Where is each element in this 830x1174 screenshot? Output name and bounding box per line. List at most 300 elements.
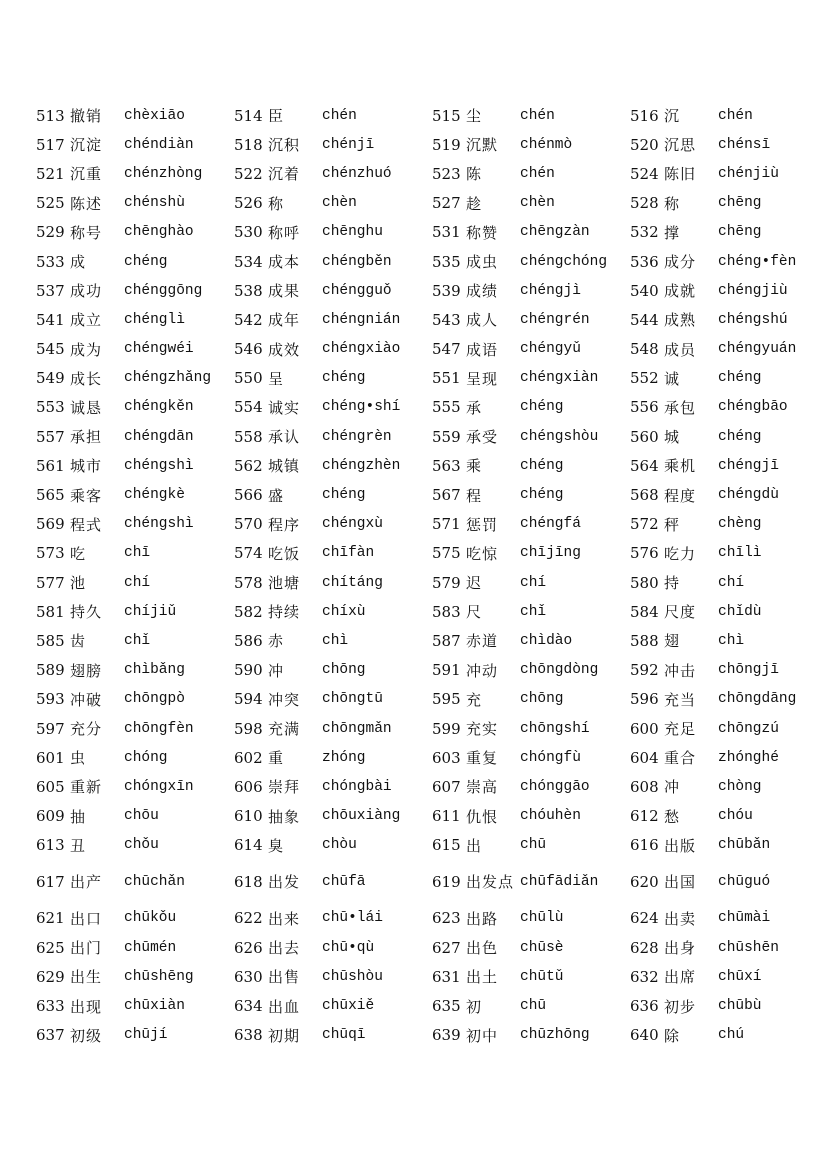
entry-number: 557 [36, 427, 65, 446]
entry-number: 570 [234, 515, 263, 534]
entry-pinyin: chū [520, 837, 547, 854]
entry-word: 称 [664, 194, 681, 213]
entry-word: 程度 [664, 486, 697, 505]
entry-word: 初 [466, 997, 483, 1016]
entry-word: 趁 [466, 194, 483, 213]
entry-word: 除 [664, 1026, 681, 1045]
entry-number: 636 [630, 997, 659, 1016]
entry-number: 513 [36, 106, 65, 125]
entry-number: 531 [432, 223, 461, 242]
entry-pinyin: chūbù [718, 998, 762, 1015]
entry-word: 沉积 [268, 136, 301, 155]
entry-word: 出国 [664, 873, 697, 892]
entry-word: 成员 [664, 340, 697, 359]
entry-word: 程 [466, 486, 483, 505]
table-row [36, 480, 828, 509]
entry-number: 595 [432, 690, 461, 709]
entry-pinyin: chéngzhèn [322, 457, 401, 474]
entry-pinyin: chénmò [520, 136, 573, 153]
entry-pinyin: chūlù [520, 910, 564, 927]
entry-word: 出色 [466, 939, 499, 958]
entry-word: 充分 [70, 720, 103, 739]
entry-number: 581 [36, 602, 65, 621]
entry-pinyin: chéngbāo [718, 399, 788, 416]
entry-number: 637 [36, 1026, 65, 1045]
entry-word: 仇恨 [466, 807, 499, 826]
table-row [36, 962, 828, 991]
entry-pinyin: chéngjì [520, 282, 581, 299]
entry-number: 584 [630, 602, 659, 621]
table-row [36, 904, 828, 933]
entry-number: 525 [36, 194, 65, 213]
entry-number: 593 [36, 690, 65, 709]
entry-word: 称 [268, 194, 285, 213]
entry-word: 沉 [664, 107, 681, 126]
entry-number: 554 [234, 398, 263, 417]
entry-word: 尺 [466, 603, 483, 622]
entry-word: 沉淀 [70, 136, 103, 155]
entry-pinyin: chéng•fèn [718, 253, 797, 270]
entry-pinyin: chéngdān [124, 428, 194, 445]
entry-number: 615 [432, 836, 461, 855]
entry-pinyin: chōngmǎn [322, 720, 392, 737]
entry-word: 吃饭 [268, 544, 301, 563]
entry-word: 成绩 [466, 282, 499, 301]
entry-number: 575 [432, 544, 461, 563]
entry-pinyin: chéngyǔ [520, 341, 581, 358]
entry-number: 603 [432, 748, 461, 767]
entry-pinyin: chōngdòng [520, 662, 599, 679]
entry-number: 631 [432, 967, 461, 986]
entry-number: 589 [36, 661, 65, 680]
entry-number: 602 [234, 748, 263, 767]
entry-pinyin: chéngxiàn [520, 370, 599, 387]
entry-word: 诚实 [268, 398, 301, 417]
entry-pinyin: chénzhuó [322, 165, 392, 182]
entry-word: 虫 [70, 749, 87, 768]
entry-number: 616 [630, 836, 659, 855]
entry-pinyin: chūxiàn [124, 998, 185, 1015]
entry-pinyin: chíjiǔ [124, 603, 177, 620]
entry-word: 充实 [466, 720, 499, 739]
entry-number: 528 [630, 194, 659, 213]
entry-number: 532 [630, 223, 659, 242]
entry-pinyin: chōng [322, 662, 366, 679]
entry-number: 533 [36, 252, 65, 271]
entry-pinyin: chōngshí [520, 720, 590, 737]
entry-number: 601 [36, 748, 65, 767]
entry-word: 沉默 [466, 136, 499, 155]
entry-number: 639 [432, 1026, 461, 1045]
entry-number: 626 [234, 938, 263, 957]
entry-pinyin: chūshòu [322, 968, 383, 985]
entry-number: 640 [630, 1026, 659, 1045]
entry-word: 程序 [268, 515, 301, 534]
entry-number: 638 [234, 1026, 263, 1045]
entry-number: 526 [234, 194, 263, 213]
entry-number: 599 [432, 719, 461, 738]
entry-number: 613 [36, 836, 65, 855]
entry-pinyin: chí [124, 574, 151, 591]
entry-pinyin: chūbǎn [718, 837, 771, 854]
entry-number: 630 [234, 967, 263, 986]
entry-word: 持 [664, 574, 681, 593]
entry-pinyin: chénjī [322, 136, 375, 153]
entry-pinyin: chìdào [520, 632, 573, 649]
entry-word: 出售 [268, 968, 301, 987]
entry-word: 城 [664, 428, 681, 447]
entry-word: 城镇 [268, 457, 301, 476]
entry-pinyin: chèxiāo [124, 107, 185, 124]
vocabulary-table [36, 101, 828, 1050]
entry-number: 617 [36, 872, 65, 891]
entry-number: 569 [36, 515, 65, 534]
entry-pinyin: chén [520, 165, 555, 182]
entry-pinyin: chōngzú [718, 720, 779, 737]
entry-pinyin: chūshēn [718, 939, 779, 956]
entry-pinyin: chōngpò [124, 691, 185, 708]
entry-word: 成长 [70, 369, 103, 388]
entry-number: 515 [432, 106, 461, 125]
entry-word: 赤道 [466, 632, 499, 651]
entry-pinyin: chūqī [322, 1027, 366, 1044]
entry-pinyin: chóng [124, 749, 168, 766]
entry-pinyin: chéngjī [718, 457, 779, 474]
table-row [36, 568, 828, 597]
entry-pinyin: chōu [124, 808, 159, 825]
entry-number: 543 [432, 310, 461, 329]
entry-word: 愁 [664, 807, 681, 826]
entry-pinyin: chén [322, 107, 357, 124]
entry-pinyin: chéng•shí [322, 399, 401, 416]
entry-word: 出产 [70, 873, 103, 892]
entry-word: 冲突 [268, 690, 301, 709]
entry-number: 571 [432, 515, 461, 534]
entry-word: 初级 [70, 1026, 103, 1045]
entry-word: 出生 [70, 968, 103, 987]
entry-word: 乘机 [664, 457, 697, 476]
table-row [36, 933, 828, 962]
entry-number: 536 [630, 252, 659, 271]
entry-pinyin: chéngjiù [718, 282, 788, 299]
entry-word: 冲 [268, 661, 285, 680]
entry-word: 尘 [466, 107, 483, 126]
entry-pinyin: chéngyuán [718, 341, 797, 358]
entry-pinyin: chūfā [322, 873, 366, 890]
entry-number: 521 [36, 164, 65, 183]
entry-number: 580 [630, 573, 659, 592]
entry-number: 542 [234, 310, 263, 329]
entry-number: 585 [36, 631, 65, 650]
entry-word: 成语 [466, 340, 499, 359]
entry-pinyin: chítáng [322, 574, 383, 591]
entry-word: 崇高 [466, 778, 499, 797]
entry-number: 520 [630, 135, 659, 154]
entry-pinyin: chì [718, 632, 745, 649]
entry-number: 629 [36, 967, 65, 986]
entry-pinyin: chījīng [520, 545, 581, 562]
entry-pinyin: chú [718, 1027, 745, 1044]
entry-pinyin: chéngnián [322, 311, 401, 328]
entry-word: 出去 [268, 939, 301, 958]
entry-pinyin: chòu [322, 837, 357, 854]
entry-pinyin: chèn [520, 195, 555, 212]
entry-word: 承受 [466, 428, 499, 447]
entry-pinyin: chū•qù [322, 939, 375, 956]
entry-word: 出卖 [664, 909, 697, 928]
table-row [36, 831, 828, 860]
table-row [36, 393, 828, 422]
entry-number: 573 [36, 544, 65, 563]
entry-number: 561 [36, 456, 65, 475]
entry-word: 沉思 [664, 136, 697, 155]
entry-number: 545 [36, 340, 65, 359]
entry-pinyin: chénglì [124, 311, 185, 328]
entry-word: 成熟 [664, 311, 697, 330]
entry-pinyin: chǒu [124, 837, 159, 854]
entry-number: 516 [630, 106, 659, 125]
entry-pinyin: chēng [718, 224, 762, 241]
entry-pinyin: chéng [718, 428, 762, 445]
table-row [36, 189, 828, 218]
entry-word: 池 [70, 574, 87, 593]
entry-pinyin: chūchǎn [124, 873, 185, 890]
entry-word: 程式 [70, 515, 103, 534]
entry-pinyin: chōngjī [718, 662, 779, 679]
entry-pinyin: chǐ [520, 603, 547, 620]
entry-word: 冲破 [70, 690, 103, 709]
entry-pinyin: chéng [124, 253, 168, 270]
table-row [36, 247, 828, 276]
entry-number: 607 [432, 777, 461, 796]
entry-pinyin: chéngkè [124, 487, 185, 504]
entry-number: 586 [234, 631, 263, 650]
entry-word: 抽象 [268, 807, 301, 826]
entry-pinyin: chūmài [718, 910, 771, 927]
entry-word: 承 [466, 398, 483, 417]
entry-word: 充满 [268, 720, 301, 739]
entry-number: 604 [630, 748, 659, 767]
entry-pinyin: chūzhōng [520, 1027, 590, 1044]
entry-number: 592 [630, 661, 659, 680]
entry-pinyin: chóngxīn [124, 778, 194, 795]
entry-pinyin: chéngwéi [124, 341, 194, 358]
entry-word: 抽 [70, 807, 87, 826]
entry-pinyin: chìbǎng [124, 662, 185, 679]
entry-pinyin: chóngfù [520, 749, 581, 766]
entry-number: 552 [630, 369, 659, 388]
entry-pinyin: chénggōng [124, 282, 203, 299]
entry-word: 出版 [664, 836, 697, 855]
entry-word: 成人 [466, 311, 499, 330]
entry-pinyin: chì [322, 632, 349, 649]
entry-pinyin: chéngshì [124, 457, 194, 474]
entry-number: 566 [234, 486, 263, 505]
entry-pinyin: zhónghé [718, 749, 779, 766]
entry-pinyin: chīfàn [322, 545, 375, 562]
table-row [36, 743, 828, 772]
entry-word: 撤销 [70, 107, 103, 126]
entry-number: 624 [630, 909, 659, 928]
entry-pinyin: chīlì [718, 545, 762, 562]
entry-number: 582 [234, 602, 263, 621]
entry-number: 530 [234, 223, 263, 242]
entry-word: 冲击 [664, 661, 697, 680]
entry-word: 承认 [268, 428, 301, 447]
entry-number: 549 [36, 369, 65, 388]
entry-pinyin: chéngzhǎng [124, 370, 212, 387]
entry-word: 盛 [268, 486, 285, 505]
entry-number: 618 [234, 872, 263, 891]
entry-number: 579 [432, 573, 461, 592]
entry-number: 621 [36, 909, 65, 928]
entry-word: 初步 [664, 997, 697, 1016]
entry-word: 诚恳 [70, 398, 103, 417]
entry-pinyin: chí [520, 574, 547, 591]
table-row [36, 510, 828, 539]
entry-pinyin: chóu [718, 808, 753, 825]
entry-word: 池塘 [268, 574, 301, 593]
entry-number: 574 [234, 544, 263, 563]
entry-word: 秤 [664, 515, 681, 534]
entry-pinyin: chéng [520, 487, 564, 504]
entry-number: 548 [630, 340, 659, 359]
entry-number: 598 [234, 719, 263, 738]
entry-number: 594 [234, 690, 263, 709]
entry-pinyin: chūsè [520, 939, 564, 956]
entry-pinyin: chū•lái [322, 910, 383, 927]
table-row [36, 656, 828, 685]
entry-pinyin: chéng [520, 399, 564, 416]
entry-word: 初中 [466, 1026, 499, 1045]
entry-word: 出发点 [466, 872, 515, 891]
entry-word: 成就 [664, 282, 697, 301]
entry-pinyin: chéngdù [718, 487, 779, 504]
entry-number: 605 [36, 777, 65, 796]
entry-pinyin: chūmén [124, 939, 177, 956]
entry-number: 524 [630, 164, 659, 183]
entry-number: 527 [432, 194, 461, 213]
entry-word: 臭 [268, 836, 285, 855]
entry-word: 惩罚 [466, 515, 499, 534]
entry-pinyin: chūjí [124, 1027, 168, 1044]
entry-number: 612 [630, 807, 659, 826]
entry-pinyin: chū [520, 998, 547, 1015]
entry-number: 555 [432, 398, 461, 417]
entry-pinyin: chēnghu [322, 224, 383, 241]
entry-word: 持久 [70, 603, 103, 622]
entry-pinyin: chéngshì [124, 516, 194, 533]
entry-pinyin: chūkǒu [124, 910, 177, 927]
entry-word: 承包 [664, 398, 697, 417]
entry-pinyin: zhóng [322, 749, 366, 766]
entry-number: 610 [234, 807, 263, 826]
entry-pinyin: chéngshú [718, 311, 788, 328]
entry-pinyin: chéngshòu [520, 428, 599, 445]
entry-word: 成为 [70, 340, 103, 359]
entry-pinyin: chǐdù [718, 603, 762, 620]
entry-pinyin: chén [520, 107, 555, 124]
entry-word: 陈旧 [664, 165, 697, 184]
entry-number: 597 [36, 719, 65, 738]
entry-pinyin: chéng [718, 370, 762, 387]
entry-number: 537 [36, 281, 65, 300]
entry-pinyin: chōngtū [322, 691, 383, 708]
entry-number: 625 [36, 938, 65, 957]
entry-pinyin: chóuhèn [520, 808, 581, 825]
entry-word: 出口 [70, 909, 103, 928]
entry-word: 成分 [664, 253, 697, 272]
entry-word: 吃力 [664, 544, 697, 563]
entry-word: 成年 [268, 311, 301, 330]
table-row [36, 597, 828, 626]
entry-number: 556 [630, 398, 659, 417]
entry-word: 重新 [70, 778, 103, 797]
entry-number: 562 [234, 456, 263, 475]
entry-word: 充当 [664, 690, 697, 709]
entry-word: 称号 [70, 223, 103, 242]
table-row [36, 276, 828, 305]
table-row [36, 772, 828, 801]
entry-number: 576 [630, 544, 659, 563]
entry-number: 633 [36, 997, 65, 1016]
entry-number: 572 [630, 515, 659, 534]
table-row [36, 991, 828, 1020]
entry-pinyin: chūxiě [322, 998, 375, 1015]
entry-number: 522 [234, 164, 263, 183]
table-row [36, 626, 828, 655]
entry-pinyin: chéngxiào [322, 341, 401, 358]
entry-number: 609 [36, 807, 65, 826]
entry-pinyin: chéngchóng [520, 253, 608, 270]
entry-pinyin: chíxù [322, 603, 366, 620]
entry-pinyin: chéng [520, 457, 564, 474]
entry-pinyin: chōuxiàng [322, 808, 401, 825]
entry-pinyin: chéng [322, 370, 366, 387]
entry-number: 553 [36, 398, 65, 417]
entry-pinyin: chéndiàn [124, 136, 194, 153]
entry-word: 赤 [268, 632, 285, 651]
table-row [36, 714, 828, 743]
entry-number: 590 [234, 661, 263, 680]
entry-number: 608 [630, 777, 659, 796]
entry-pinyin: chóngbài [322, 778, 392, 795]
entry-word: 沉着 [268, 165, 301, 184]
entry-word: 出血 [268, 997, 301, 1016]
table-row [36, 685, 828, 714]
entry-word: 出门 [70, 939, 103, 958]
entry-pinyin: chéngkěn [124, 399, 194, 416]
entry-word: 称赞 [466, 223, 499, 242]
entry-number: 547 [432, 340, 461, 359]
entry-number: 541 [36, 310, 65, 329]
entry-number: 564 [630, 456, 659, 475]
entry-pinyin: chèn [322, 195, 357, 212]
table-row [36, 451, 828, 480]
entry-pinyin: chòng [718, 778, 762, 795]
entry-word: 翅 [664, 632, 681, 651]
entry-pinyin: chūxí [718, 968, 762, 985]
entry-word: 初期 [268, 1026, 301, 1045]
entry-number: 623 [432, 909, 461, 928]
entry-word: 吃惊 [466, 544, 499, 563]
entry-number: 519 [432, 135, 461, 154]
entry-word: 迟 [466, 574, 483, 593]
entry-word: 成立 [70, 311, 103, 330]
entry-word: 陈述 [70, 194, 103, 213]
entry-number: 514 [234, 106, 263, 125]
entry-number: 518 [234, 135, 263, 154]
